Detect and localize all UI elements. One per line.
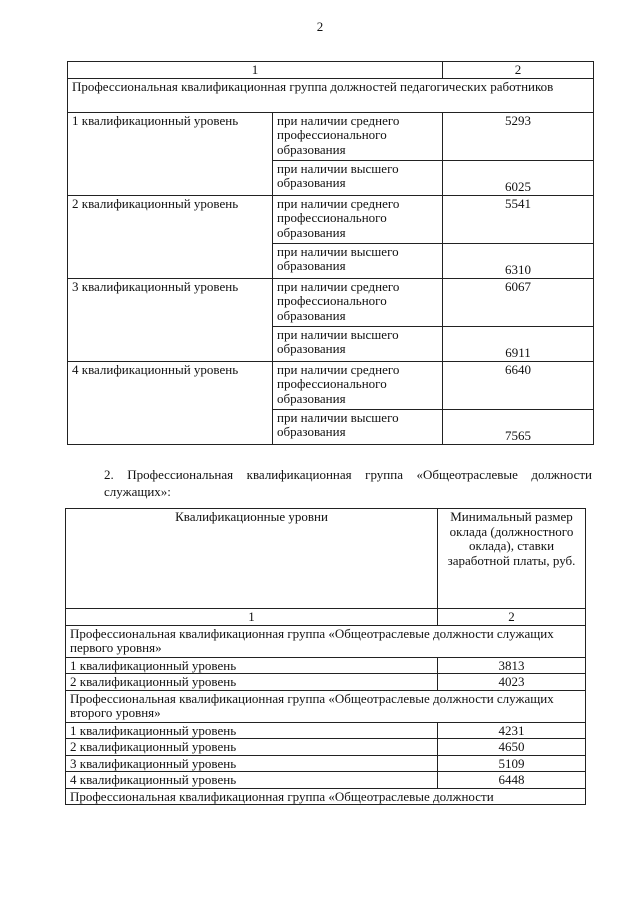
column-number-2: 2 — [438, 609, 586, 626]
table-header-row — [68, 62, 594, 79]
table-row — [66, 772, 586, 789]
column-number-1: 1 — [66, 609, 438, 626]
qualification-level: 1 квалификационный уровень — [66, 722, 438, 739]
education-condition: при наличии высшего образования — [273, 326, 443, 361]
pedagogical-salary-table — [67, 61, 594, 445]
salary-value: 3813 — [438, 657, 586, 674]
table-row — [68, 361, 594, 409]
group-row — [66, 690, 586, 722]
group-title: Профессиональная квалификационная группа «Общеотраслевые должности — [66, 788, 586, 805]
qualification-level: 2 квалификационный уровень — [66, 739, 438, 756]
salary-value: 4231 — [438, 722, 586, 739]
group-row — [66, 788, 586, 805]
education-condition: при наличии высшего образования — [273, 160, 443, 195]
section-paragraph — [70, 466, 592, 500]
qualification-level: 1 квалификационный уровень — [66, 657, 438, 674]
salary-value: 7565 — [443, 409, 594, 444]
table-header-row — [66, 509, 586, 609]
group-title: Профессиональная квалификационная группа «Общеотраслевые должности служащих первого уровня» — [66, 625, 586, 657]
qualification-level: 3 квалификационный уровень — [66, 755, 438, 772]
page-number: 2 — [316, 19, 324, 34]
table-row — [68, 195, 594, 243]
table-row — [66, 755, 586, 772]
education-condition: при наличии высшего образования — [273, 243, 443, 278]
group-title: Профессиональная квалификационная группа должностей педагогических работников — [68, 78, 594, 112]
education-condition: при наличии среднего профессионального образования — [273, 278, 443, 326]
qualification-level: 1 квалификационный уровень — [68, 112, 273, 195]
table-row — [66, 739, 586, 756]
salary-value: 4023 — [438, 674, 586, 691]
paragraph-text: 2. Профессиональная квалификационная группа «Общеотраслевые должности служащих»: — [104, 467, 592, 499]
salary-value: 5541 — [443, 195, 594, 243]
education-condition: при наличии среднего профессионального образования — [273, 361, 443, 409]
table-row — [66, 722, 586, 739]
qualification-level: 3 квалификационный уровень — [68, 278, 273, 361]
column-number-2: 2 — [443, 62, 594, 79]
education-condition: при наличии высшего образования — [273, 409, 443, 444]
qualification-level: 2 квалификационный уровень — [68, 195, 273, 278]
group-row — [68, 78, 594, 112]
salary-value: 4650 — [438, 739, 586, 756]
education-condition: при наличии среднего профессионального образования — [273, 112, 443, 160]
table-row — [68, 278, 594, 326]
header-minimum-salary: Минимальный размер оклада (должностного оклада), ставки заработной платы, руб. — [438, 509, 586, 609]
salary-value: 5293 — [443, 112, 594, 160]
column-number-row — [66, 609, 586, 626]
qualification-level: 2 квалификационный уровень — [66, 674, 438, 691]
salary-value: 6025 — [443, 160, 594, 195]
header-qualification-levels: Квалификационные уровни — [66, 509, 438, 609]
table-row — [68, 112, 594, 160]
table-row — [66, 674, 586, 691]
group-title: Профессиональная квалификационная группа «Общеотраслевые должности служащих второго уровня» — [66, 690, 586, 722]
general-positions-salary-table — [65, 508, 586, 805]
qualification-level: 4 квалификационный уровень — [66, 772, 438, 789]
column-number-1: 1 — [68, 62, 443, 79]
salary-value: 6310 — [443, 243, 594, 278]
table-row — [66, 657, 586, 674]
salary-value: 5109 — [438, 755, 586, 772]
education-condition: при наличии среднего профессионального образования — [273, 195, 443, 243]
salary-value: 6640 — [443, 361, 594, 409]
salary-value: 6911 — [443, 326, 594, 361]
salary-value: 6448 — [438, 772, 586, 789]
group-row — [66, 625, 586, 657]
salary-value: 6067 — [443, 278, 594, 326]
qualification-level: 4 квалификационный уровень — [68, 361, 273, 444]
